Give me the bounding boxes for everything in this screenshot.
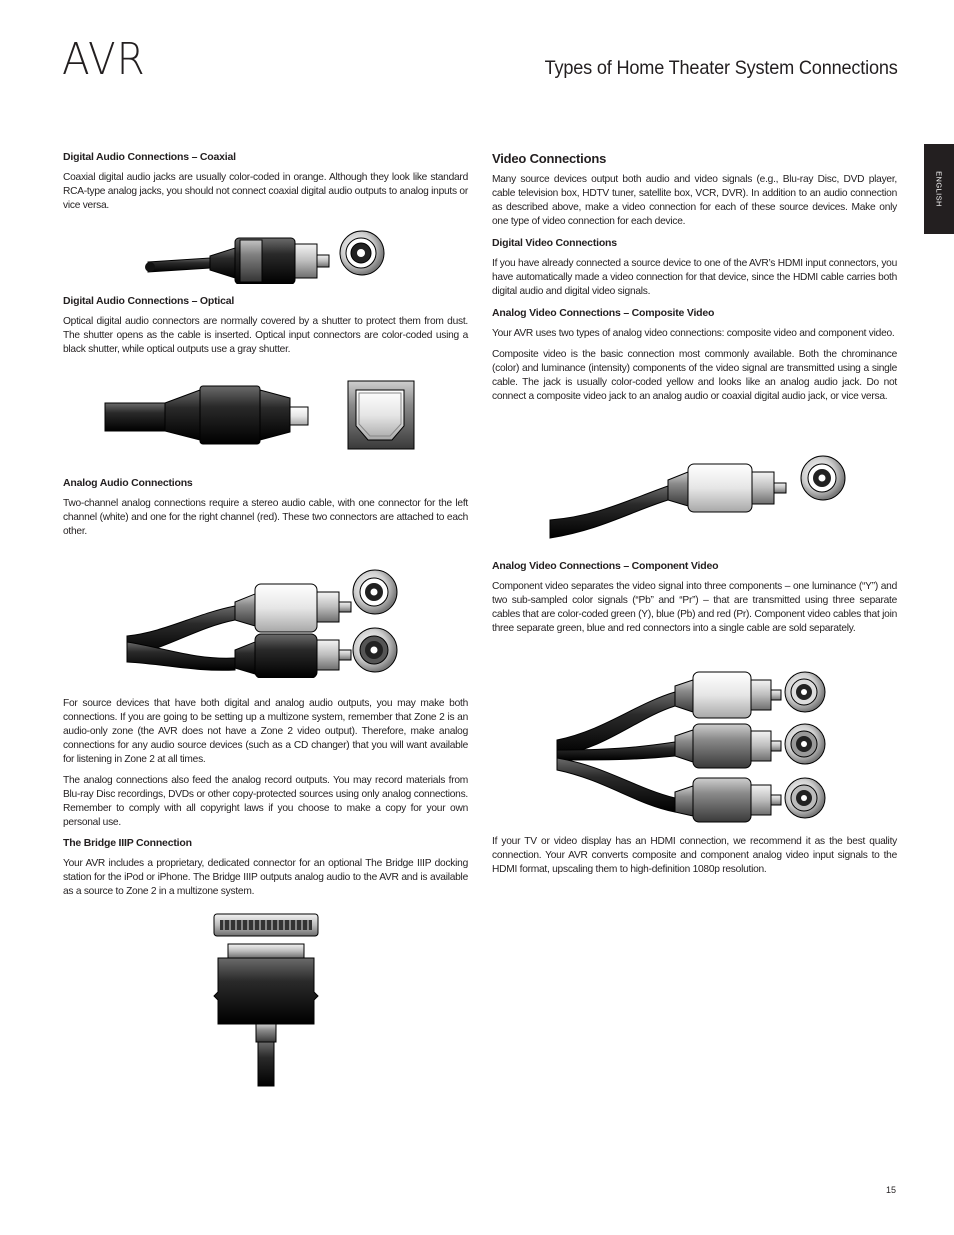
coaxial-heading: Digital Audio Connections – Coaxial (63, 151, 236, 163)
hdmi-section (492, 835, 897, 877)
bridge-heading: The Bridge IIIP Connection (63, 837, 192, 849)
digital-video-body: If you have already connected a source device to one of the AVR’s HDMI input connectors, you have automatically made a video connection for that device, since the HDMI cable carries both digital audio and digital video signals. (492, 258, 897, 297)
composite-heading: Analog Video Connections – Composite Video (492, 307, 715, 319)
coaxial-cable-illustration (140, 222, 390, 284)
component-heading: Analog Video Connections – Component Video (492, 560, 719, 572)
analog-audio-cable-illustration (125, 566, 405, 678)
analog-audio-body: Two-channel analog connections require a stereo audio cable, with one connector for the left channel (white) and one for the right channel (red). These two connectors are attached to each other. (63, 498, 468, 537)
component-video-cable-illustration (555, 666, 830, 824)
avr-logo: AVR (62, 34, 146, 85)
record-paragraph: The analog connections also feed the analog record outputs. You may record materials from Blu-ray Disc recordings, DVDs or other copy-protected sources using only analog connections. Remember to comply with all copyright laws if you choose to make a copy for your own personal use. (63, 775, 468, 828)
language-tab[interactable] (924, 144, 954, 234)
composite-body-2: Composite video is the basic connection most commonly available. Both the chrominance (color) and luminance (intensity) components of the video signal are transmitted using a single cable. The jack is usually color-coded yellow and looks like an analog audio jack. Do not connect a composite video jack to an analog audio or coaxial digital audio jack, or vice versa. (492, 349, 897, 402)
left-column (63, 150, 468, 213)
language-tab-label: ENGLISH (934, 171, 944, 207)
video-body: Many source devices output both audio and video signals (e.g., Blu-ray Disc, DVD player, cable television box, HDTV tuner, satellite box, VCR, DVR). In addition to an audio connection as described above, make a video connection for each of these source devices. Make only one type of video connection for each device. (492, 174, 897, 227)
analog-audio-heading: Analog Audio Connections (63, 477, 193, 489)
sources-paragraph: For source devices that have both digital and analog audio outputs, you may make both connections. If you are going to be setting up a multizone system, remember that Zone 2 is an audio-only zone (the AVR does not have a Zone 2 video output). Therefore, make analog connections for any audio source devices (such as a CD changer) that you will want available for listening in Zone 2 at all times. (63, 698, 468, 765)
bridge-connector-illustration (210, 912, 322, 1088)
composite-body-1: Your AVR uses two types of analog video connections: composite video and component video. (492, 328, 895, 339)
page-number: 15 (886, 1185, 897, 1195)
composite-video-cable-illustration (548, 452, 853, 540)
optical-body: Optical digital audio connectors are normally covered by a shutter to protect them from dust. The shutter opens as the cable is inserted. Optical input connectors are color-coded using a black shutter, while optical outputs use a gray shutter. (63, 316, 468, 355)
optical-cable-illustration (100, 378, 420, 453)
hdmi-paragraph: If your TV or video display has an HDMI connection, we recommend it as the best quality connection. Your AVR converts composite and component analog video input signals to the HDMI format, upscaling them to high-definition 1080p resolution. (492, 836, 897, 875)
video-heading: Video Connections (492, 151, 607, 166)
analog-audio-section (63, 476, 468, 539)
bridge-body: Your AVR includes a proprietary, dedicated connector for an optional The Bridge IIIP docking station for the iPod or iPhone. The Bridge IIIP outputs analog audio to the AVR and is available as a source to Zone 2 in a multizone system. (63, 858, 468, 897)
right-column (492, 150, 897, 404)
optical-heading: Digital Audio Connections – Optical (63, 295, 235, 307)
digital-video-heading: Digital Video Connections (492, 237, 617, 249)
sources-section (63, 697, 468, 899)
coaxial-body: Coaxial digital audio jacks are usually color-coded in orange. Although they look like standard RCA-type analog jacks, you should not connect coaxial digital audio outputs to analog inputs or vice versa. (63, 172, 468, 211)
component-body: Component video separates the video signal into three components – one luminance (“Y”) and two sub-sampled color signals (“Pb” and “Pr”) – that are transmitted using three separate cables that are color-coded green (Y), blue (Pb) and red (Pr). Component video cables that join three separate green, blue and red connectors into a single cable are sold separately. (492, 581, 897, 634)
optical-section (63, 294, 468, 357)
page-title: Types of Home Theater System Connections (544, 57, 898, 79)
component-section (492, 559, 897, 636)
